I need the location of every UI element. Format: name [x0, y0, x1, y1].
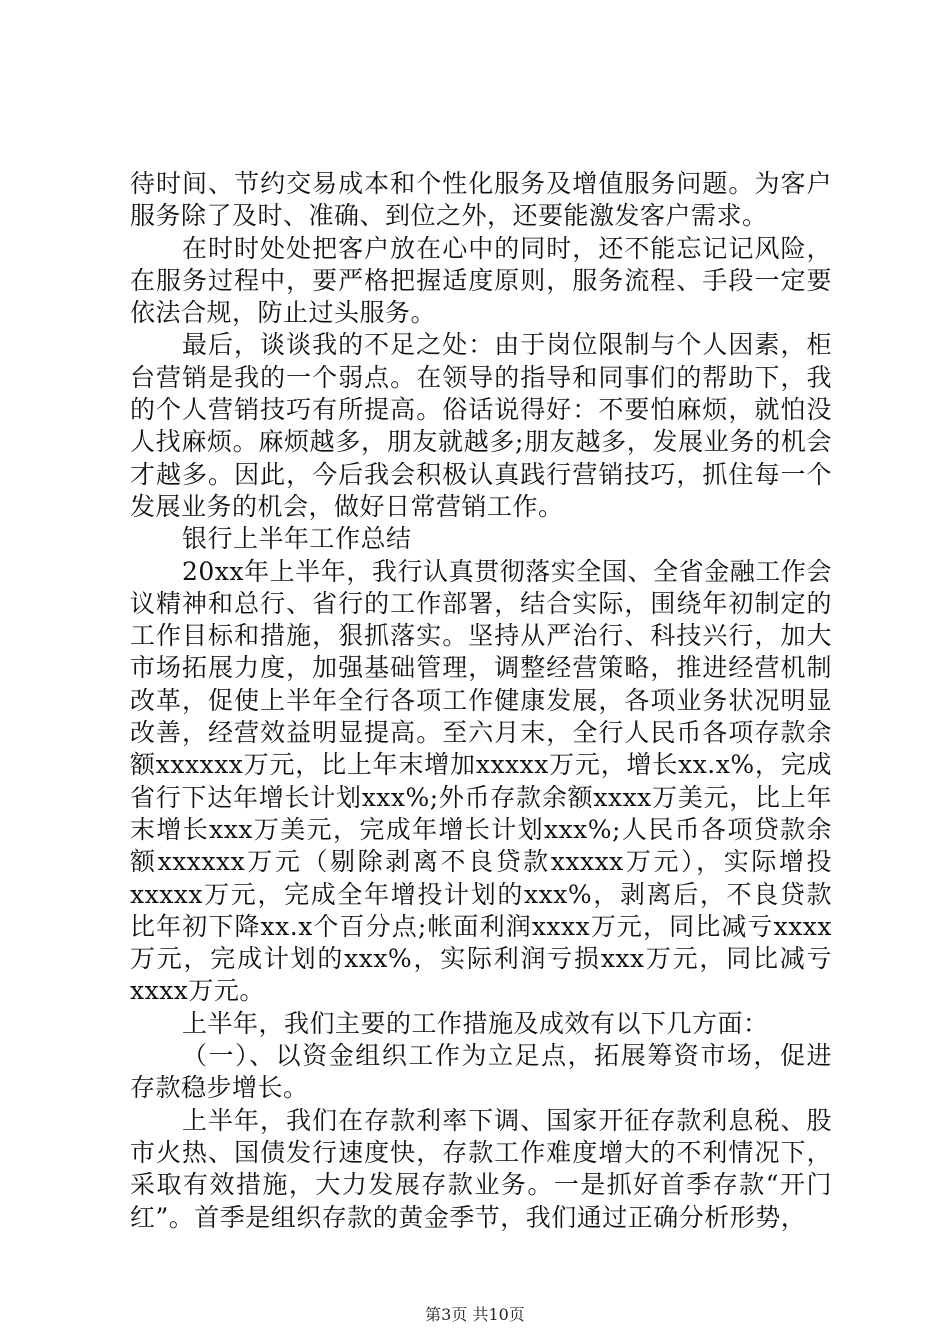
paragraph: 上半年，我们主要的工作措施及成效有以下几方面：: [182, 1008, 769, 1038]
paragraph: 待时间、节约交易成本和个性化服务及增值服务问题。为客户服务除了及时、准确、到位之外，还要能激发客户需求。: [130, 169, 832, 231]
paragraph: 上半年，我们在存款利率下调、国家开征存款利息税、股市火热、国债发行速度快，存款工作难度增大的不利情况下，采取有效措施，大力发展存款业务。一是抓好首季存款“开门红”。首季是组织存款的黄金季节，我们通过正确分析形势，: [130, 1105, 832, 1232]
paragraph: 最后，谈谈我的不足之处：由于岗位限制与个人因素，柜台营销是我的一个弱点。在领导的指导和同事们的帮助下，我的个人营销技巧有所提高。俗话说得好：不要怕麻烦，就怕没人找麻烦。麻烦越多，朋友就越多;朋友越多，发展业务的机会才越多。因此，今后我会积极认真践行营销技巧，抓住每一个发展业务的机会，做好日常营销工作。: [130, 330, 832, 521]
page-footer: [0, 1302, 950, 1325]
page-number: 第3页 共10页: [425, 1305, 525, 1324]
subsection-heading: （一）、以资金组织工作为立足点，拓展筹资市场，促进存款稳步增长。: [130, 1041, 832, 1103]
section-heading: 银行上半年工作总结: [182, 524, 412, 554]
paragraph: 在时时处处把客户放在心中的同时，还不能忘记记风险，在服务过程中，要严格把握适度原则，服务流程、手段一定要依法合规，防止过头服务。: [130, 233, 832, 328]
document-body: [130, 168, 832, 1234]
paragraph: 20xx年上半年，我行认真贯彻落实全国、全省金融工作会议精神和总行、省行的工作部署，结合实际，围绕年初制定的工作目标和措施，狠抓落实。坚持从严治行、科技兴行，加大市场拓展力度，加强基础管理，调整经营策略，推进经营机制改革，促使上半年全行各项工作健康发展，各项业务状况明显改善，经营效益明显提高。至六月末，全行人民币各项存款余额xxxxxx万元，比上年末增加xxxxx万元，增长xx.x%，完成省行下达年增长计划xxx%;外币存款余额xxxx万美元，比上年末增长xxx万美元，完成年增长计划xxx%;人民币各项贷款余额xxxxxx万元（剔除剥离不良贷款xxxxx万元），实际增投xxxxx万元，完成全年增投计划的xxx%，剥离后，不良贷款比年初下降xx.x个百分点;帐面利润xxxx万元，同比减亏xxxx万元，完成计划的xxx%，实际利润亏损xxx万元，同比减亏xxxx万元。: [130, 556, 832, 1006]
